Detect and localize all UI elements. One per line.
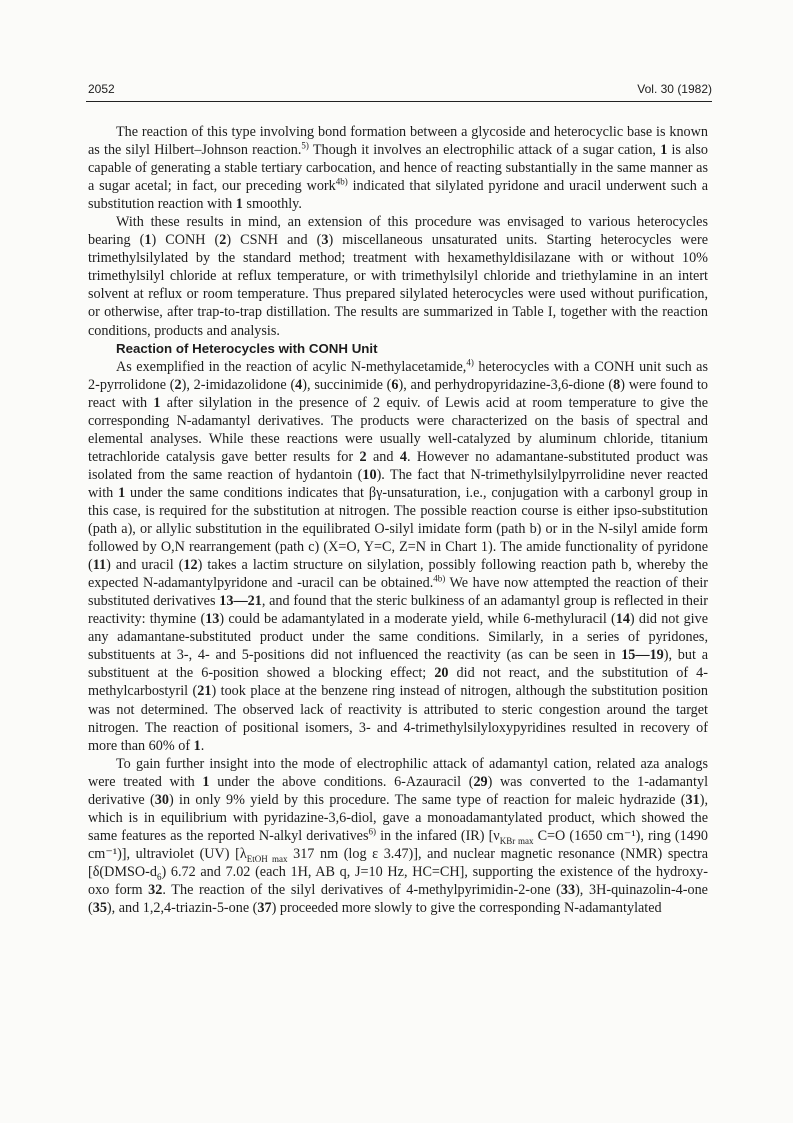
article-body xyxy=(88,123,708,917)
section-heading: Reaction of Heterocycles with CONH Unit xyxy=(116,340,378,356)
page-number: 2052 xyxy=(88,82,115,96)
paragraph-1: The reaction of this type involving bond formation between a glycoside and heterocyclic base is known as the silyl Hilbert–Johnson reaction.$^{5)}$ Though it involves an electrophilic attack of a sugar cation, 1 is also capable of generating a stable tertiary carbocation, and hence of reacting substantially in the same manner as a sugar acetal; in fact, our preceding work$^{4b)}$ indicated that silylated pyridone and uracil underwent such a substitution reaction with 1 smoothly. xyxy=(88,124,708,213)
paragraph-2: With these results in mind, an extension of this procedure was envisaged to various heterocycles bearing (1) CONH (2) CSNH and (3) miscellaneous unsaturated units. Starting heterocycles were trimethylsilylated by the standard method; treatment with hexamethyldisilazane with or without 10% trimethylsilyl chloride at reflux temperature, or with trimethylsilyl chloride and triethylamine in an intert solvent at reflux or room temperature. Thus prepared silylated heterocycles were used without purification, or otherwise, after trap-to-trap distillation. The results are summarized in Table I, together with the reaction conditions, products and analysis. xyxy=(88,214,708,339)
paragraph-4: To gain further insight into the mode of electrophilic attack of adamantyl cation, related aza analogs were treated with 1 under the above conditions. 6-Azauracil (29) was converted to the 1-adamantyl derivative (30) in only 9% yield by this procedure. The same type of reaction for maleic hydrazide (31), which is in equilibrium with pyridazine-3,6-diol, gave a monoadamantylated product, which showed the same features as the reported N-alkyl derivatives$^{6)}$ in the infared (IR) [$\nu_{KBr max}$ C=O (1650 cm⁻¹), ring (1490 cm⁻¹)], ultraviolet (UV) [$\lambda_{EtOH max}$ 317 nm (log ε 3.47)], and nuclear magnetic resonance (NMR) spectra [$\delta(DMSO-d_6)$ 6.72 and 7.02 (each 1H, AB q, J=10 Hz, HC=CH], supporting the existence of the hydroxy-oxo form 32. The reaction of the silyl derivatives of 4-methylpyrimidin-2-one (33), 3H-quinazolin-4-one (35), and 1,2,4-triazin-5-one (37) proceeded more slowly to give the corresponding N-adamantylated xyxy=(88,755,709,917)
running-header xyxy=(88,82,712,96)
paragraph-3: As exemplified in the reaction of acylic N-methylacetamide,$^{4)}$ heterocycles with a CONH unit such as 2-pyrrolidone (2), 2-imidazolidone (4), succinimide (6), and perhydropyridazine-3,6-dione (8) were found to react with 1 after silylation in the presence of 2 equiv. of Lewis acid at room temperature to give the corresponding N-adamantyl derivatives. The products were characterized on the basis of spectral and elemental analyses. While these reactions were usually well-catalyzed by aluminum chloride, titanium tetrachloride catalysis gave better results for 2 and 4. However no adamantane-substituted product was isolated from the same reaction of hydantoin (10). The fact that N-trimethylsilylpyrrolidine never reacted with 1 under the same conditions indicates that βγ-unsaturation, i.e., conjugation with a carbonyl group in this case, is required for the substitution at nitrogen. The possible reaction course is either ipso-substitution (path a), or allylic substitution in the equilibrated O-silyl imidate form (path b) or in the N-silyl amide form followed by O,N rearrangement (path c) (X=O, Y=C, Z=N in Chart 1). The amide functionality of pyridone (11) and uracil (12) takes a lactim structure on silylation, possibly following reaction path b, whereby the expected N-adamantylpyridone and -uracil can be obtained.$^{4b)}$ We have now attempted the reaction of their substituted derivatives 13—21, and found that the steric bulkiness of an adamantyl group is reflected in their reactivity: thymine (13) could be adamantylated in a moderate yield, while 6-methyluracil (14) did not give any adamantane-substituted product under the same conditions. Similarly, in a series of pyridones, substituents at 3-, 4- and 5-positions did not influenced the reactivity (as can be seen in 15—19), but a substituent at the 6-position showed a blocking effect; 20 did not react, and the substitution of 4-methylcarbostyril (21) took place at the benzene ring instead of nitrogen, although the substitution position was not determined. The observed lack of reactivity is attributed to steric congestion around the target nitrogen. The reaction of positional isomers, 3- and 4-trimethylsilyloxypyridines resulted in recovery of more than 60% of 1. xyxy=(88,356,709,754)
volume-label: Vol. 30 (1982) xyxy=(637,82,712,96)
header-rule xyxy=(86,101,712,102)
